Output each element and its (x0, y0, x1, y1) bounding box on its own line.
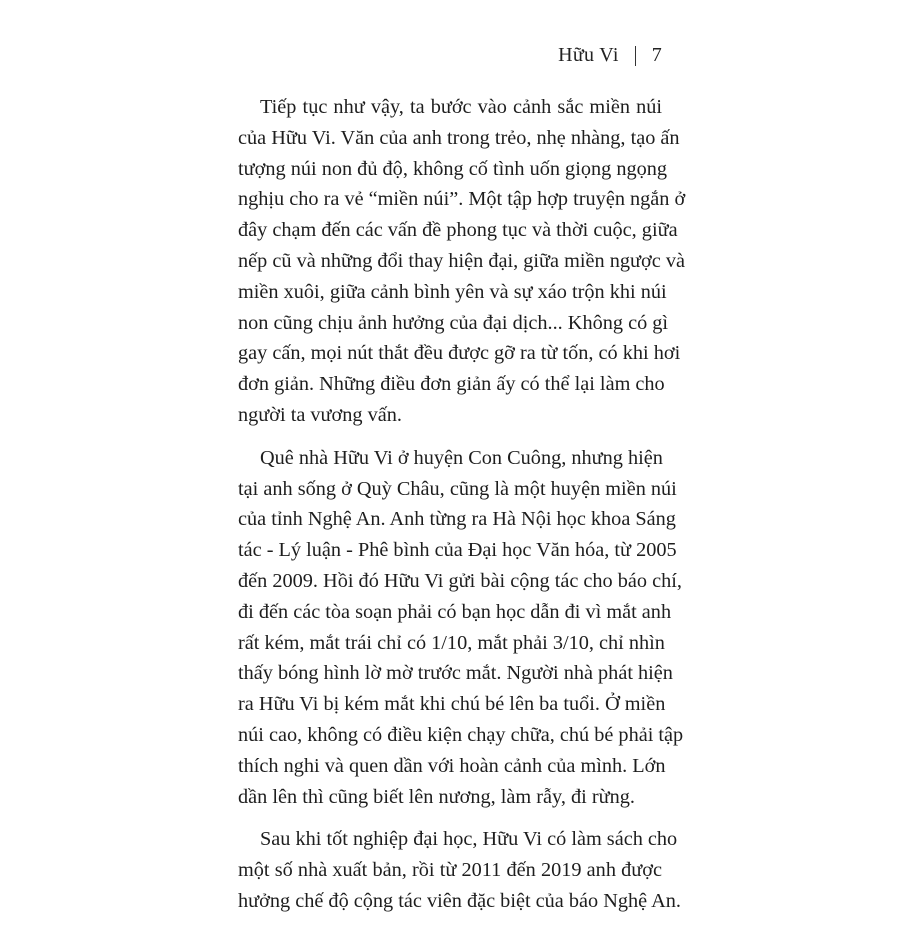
text-line: thấy bóng hình lờ mờ trước mắt. Người nhà phát hiện (238, 662, 673, 685)
text-line: thích nghi và quen dần với hoàn cảnh của mình. Lớn (238, 754, 666, 777)
text-line: Quê nhà Hữu Vi ở huyện Con Cuông, nhưng hiện (260, 446, 663, 469)
text-line: gay cấn, mọi nút thắt đều được gỡ ra từ tốn, có khi hơi (238, 342, 681, 365)
text-line: Sau khi tốt nghiệp đại học, Hữu Vi có làm sách cho (260, 828, 678, 851)
text-line: núi cao, không có điều kiện chạy chữa, chú bé phải tập (238, 723, 684, 746)
text-line: đây chạm đến các vấn đề phong tục và thời cuộc, giữa (238, 219, 678, 242)
text-line: hưởng chế độ cộng tác viên đặc biệt của báo Nghệ An. (238, 889, 681, 912)
text-line: người ta vương vấn. (238, 403, 402, 426)
paragraph-3 (238, 824, 681, 916)
text-line: tại anh sống ở Quỳ Châu, cũng là một huyện miền núi (238, 477, 677, 500)
body-text (238, 92, 686, 929)
text-line: ra Hữu Vi bị kém mắt khi chú bé lên ba tuổi. Ở miền (238, 693, 666, 716)
text-line: non cũng chịu ảnh hưởng của đại dịch... Không có gì (238, 311, 669, 334)
text-line: của Hữu Vi. Văn của anh trong trẻo, nhẹ nhàng, tạo ấn (238, 126, 680, 149)
header-author: Hữu Vi (558, 44, 619, 66)
text-line: dần lên thì cũng biết lên nương, làm rẫy, đi rừng. (238, 785, 635, 808)
text-line: đến 2009. Hồi đó Hữu Vi gửi bài cộng tác cho báo chí, (238, 569, 682, 592)
text-line: một số nhà xuất bản, rồi từ 2011 đến 2019 anh được (238, 859, 662, 882)
text-line: của tỉnh Nghệ An. Anh từng ra Hà Nội học khoa Sáng (238, 508, 676, 531)
text-line: nếp cũ và những đổi thay hiện đại, giữa miền ngược và (238, 249, 685, 272)
paragraph-2 (238, 443, 684, 813)
text-line: miền xuôi, giữa cảnh bình yên và sự xáo trộn khi núi (238, 280, 667, 303)
text-line: tác - Lý luận - Phê bình của Đại học Văn hóa, từ 2005 (238, 539, 677, 562)
paragraph-1 (238, 92, 686, 431)
text-line: nghịu cho ra vẻ “miền núi”. Một tập hợp truyện ngắn ở (238, 188, 686, 211)
text-line: Tiếp tục như vậy, ta bước vào cảnh sắc miền núi (260, 96, 662, 118)
running-header (558, 44, 662, 67)
text-line: rất kém, mắt trái chỉ có 1/10, mắt phải 3/10, chỉ nhìn (238, 631, 665, 654)
text-line: đơn giản. Những điều đơn giản ấy có thể lại làm cho (238, 373, 665, 396)
page-number: 7 (651, 44, 662, 66)
header-separator (635, 46, 636, 66)
text-line: đi đến các tòa soạn phải có bạn học dẫn đi vì mắt anh (238, 600, 672, 623)
text-line: tượng núi non đủ độ, không cố tình uốn giọng ngọng (238, 157, 668, 180)
